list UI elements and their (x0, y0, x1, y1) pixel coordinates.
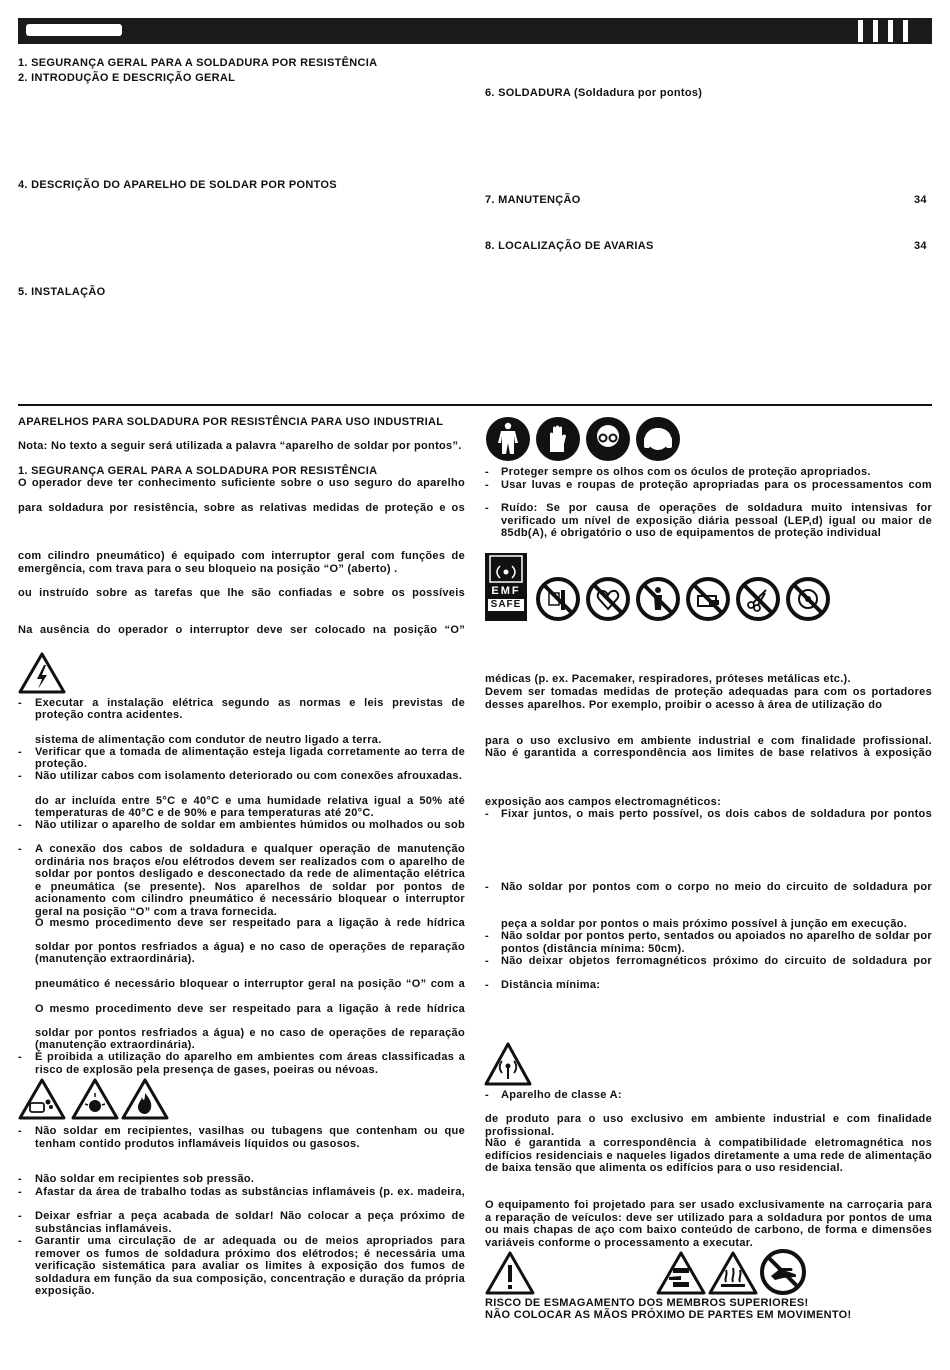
list-item: Fixar juntos, o mais perto possível, os dois cabos de soldadura por pontos (501, 808, 932, 820)
list-item: pneumático é necessário bloquear o interruptor geral na posição “O” com a (35, 978, 465, 990)
no-hands-icon (759, 1248, 807, 1296)
list-item: (manutenção extraordinária). (35, 953, 195, 965)
list-item: proteção contra acidentes. (35, 709, 183, 721)
paragraph: O operador deve ter conhecimento suficiente sobre o uso seguro do aparelho (18, 477, 465, 489)
list-item: Não soldar por pontos com o corpo no meio do circuito de soldadura por (501, 881, 932, 893)
list-item: do ar incluída entre 5°C e 40°C e uma humidade relativa igual a 50% até (35, 795, 465, 807)
header-label-pill (26, 24, 122, 36)
note-text: Nota: No texto a seguir será utilizada a palavra “aparelho de soldar por pontos”. (18, 440, 462, 452)
no-persons-icon (635, 576, 681, 622)
paragraph: Não é garantida a correspondência aos limites de base relativos à exposição (485, 747, 932, 759)
list-item: É proibida a utilização do aparelho em ambientes com áreas classificadas a risco de explosão pela presença de gases, poeiras ou névoas. (35, 1051, 465, 1076)
list-item: Executar a instalação elétrica segundo as normas e leis previstas de (35, 697, 465, 709)
section-heading: 1. SEGURANÇA GERAL PARA A SOLDADURA POR RESISTÊNCIA (18, 465, 378, 477)
crush-warning: RISCO DE ESMAGAMENTO DOS MEMBROS SUPERIORES! (485, 1297, 809, 1309)
list-item: Não deixar objetos ferromagnéticos próximo do circuito de soldadura por (501, 955, 932, 967)
toc-item[interactable]: 5. INSTALAÇÃO (18, 286, 106, 298)
toc-item[interactable]: 6. SOLDADURA (Soldadura por pontos) (485, 87, 703, 99)
list-item: O mesmo procedimento deve ser respeitado para a ligação à rede hídrica (35, 917, 465, 929)
toc-item-maintenance[interactable]: 7. MANUTENÇÃO (485, 194, 581, 206)
document-title: APARELHOS PARA SOLDADURA POR RESISTÊNCIA PARA USO INDUSTRIAL (18, 416, 444, 428)
no-watches-electronics-icon (685, 576, 731, 622)
list-item: Verificar que a tomada de alimentação esteja ligada corretamente ao terra de (35, 746, 465, 758)
list-item: Não soldar em recipientes, vasilhas ou tubagens que contenham ou que tenham contido produtos inflamáveis líquidos ou gasosos. (35, 1125, 465, 1150)
list-item: Não utilizar o aparelho de soldar em ambientes húmidos ou molhados ou sob (35, 819, 465, 831)
list-item: (manutenção extraordinária). (35, 1039, 195, 1051)
emf-label: EMF (491, 585, 521, 597)
no-pacemaker-icon (585, 576, 631, 622)
list-item: Não utilizar cabos com isolamento deteriorado ou com conexões afrouxadas. (35, 770, 463, 782)
list-item: soldar por pontos resfriados a água) e no caso de operações de reparação (35, 941, 465, 953)
header-bar (18, 18, 932, 44)
no-magnetic-media-icon (785, 576, 831, 622)
toc-page-number: 34 (914, 194, 927, 206)
list-item: Ruído: Se por causa de operações de soldadura muito intensivas for verificado um nível de exposição diária pessoal (LEP,d) igual ou maior de 85db(A), é obrigatório o uso de equipamentos de proteção individual (501, 502, 932, 539)
header-stripe (873, 20, 878, 42)
explosive-gas-hazard-icon (17, 1077, 67, 1121)
header-stripe (888, 20, 893, 42)
paragraph: de produto para o uso exclusivo em ambiente industrial e com finalidade profissional. (485, 1113, 932, 1138)
list-item: Não soldar por pontos perto, sentados ou apoiados no aparelho de soldar por pontos (distância mínima: 50cm). (501, 930, 932, 955)
paragraph: para soldadura por resistência, sobre as relativas medidas de proteção e os (18, 502, 465, 514)
ear-protection-icon (635, 416, 681, 462)
paragraph: Devem ser tomadas medidas de proteção adequadas para com os portadores desses aparelhos. Por exemplo, proibir o acesso à área de utilização do (485, 686, 932, 711)
list-item: soldar por pontos resfriados a água) e no caso de operações de reparação (35, 1027, 465, 1039)
toc-item[interactable]: 4. DESCRIÇÃO DO APARELHO DE SOLDAR POR PONTOS (18, 179, 337, 191)
paragraph: Não é garantida a correspondência à compatibilidade eletromagnética nos edifícios residenciais e naqueles ligados diretamente a uma rede de alimentação de baixa tensão que alimenta os edifícios para o uso residencial. (485, 1137, 932, 1174)
hot-surface-hazard-icon (707, 1250, 759, 1296)
section-divider (18, 404, 932, 406)
paragraph: com cilindro pneumático) é equipado com interruptor geral com funções de (18, 550, 465, 562)
electric-hazard-icon (17, 651, 67, 695)
header-stripe (858, 20, 863, 42)
list-item: Usar luvas e roupas de proteção apropriadas para os processamentos com (501, 479, 932, 491)
paragraph: ou instruído sobre as tarefas que lhe são confiadas e sobre os possíveis (18, 587, 465, 599)
list-item: peça a soldar por pontos o mais próximo possível à junção em execução. (501, 918, 908, 930)
paragraph: exposição aos campos electromagnéticos: (485, 796, 722, 808)
list-item: Distância mínima: (501, 979, 601, 991)
radiation-warning-icon (483, 1041, 533, 1087)
toc-item[interactable]: 1. SEGURANÇA GERAL PARA A SOLDADURA POR RESISTÊNCIA (18, 57, 378, 69)
protective-clothing-icon (485, 416, 531, 462)
list-item: A conexão dos cabos de soldadura e qualquer operação de manutenção ordinária nos braços e/ou elétrodos devem ser realizados com o aparelho de soldar por pontos desligado e desconectado da rede de alimentação elétrica e pneumática (se presente). Nos aparelhos de soldar por pontos de acionamento com cilindro pneumático é necessário bloquear o interruptor geral na posição “O” com a trava fornecida. (35, 843, 465, 918)
safe-label: SAFE (488, 599, 524, 611)
header-stripe (903, 20, 908, 42)
list-item: Não soldar em recipientes sob pressão. (35, 1173, 255, 1185)
paragraph: O equipamento foi projetado para ser usado exclusivamente na carroçaria para a reparação de veículos: deve ser utilizado para a soldadura por pontos de uma ou mais chapas de aço com baixo conteúdo de carbono, de forma e dimensões variáveis conforme o processamento a executar. (485, 1199, 932, 1249)
list-item: Deixar esfriar a peça acabada de soldar! Não colocar a peça próximo de substâncias inflamáveis. (35, 1210, 465, 1235)
crushing-hazard-icon (655, 1250, 707, 1296)
no-metal-implants-icon (535, 576, 581, 622)
no-metal-tools-icon (735, 576, 781, 622)
list-item: sistema de alimentação com condutor de neutro ligado a terra. (35, 734, 382, 746)
paragraph: para o uso exclusivo em ambiente industrial e com finalidade profissional. (485, 735, 932, 747)
emf-safe-icon (485, 553, 527, 621)
list-item: proteção. (35, 758, 88, 770)
paragraph: Na ausência do operador o interruptor deve ser colocado na posição “O” (18, 624, 465, 636)
toc-page-number: 34 (914, 240, 927, 252)
crush-warning: NÃO COLOCAR AS MÃOS PRÓXIMO DE PARTES EM MOVIMENTO! (485, 1309, 852, 1321)
flammable-hazard-icon (120, 1077, 170, 1121)
toc-item[interactable]: 2. INTRODUÇÃO E DESCRIÇÃO GERAL (18, 72, 236, 84)
list-item: Proteger sempre os olhos com os óculos de proteção apropriados. (501, 466, 871, 478)
paragraph: médicas (p. ex. Pacemaker, respiradores, próteses metálicas etc.). (485, 673, 851, 685)
list-item: Afastar da área de trabalho todas as substâncias inflamáveis (p. ex. madeira, (35, 1186, 465, 1198)
general-warning-icon (484, 1250, 536, 1296)
protective-gloves-icon (535, 416, 581, 462)
list-item: temperaturas de 40°C e de 90% e para temperaturas até 20°C. (35, 807, 374, 819)
safety-goggles-icon (585, 416, 631, 462)
paragraph: emergência, com trava para o seu bloqueio na posição “O” (aberto) . (18, 563, 398, 575)
list-item: Garantir uma circulação de ar adequada ou de meios apropriados para remover os fumos de soldadura próximo dos elétrodos; é necessária uma verificação sistemática para avaliar os limites à exposição dos fumos de soldadura em função da sua composição, concentração e duração da própria exposição. (35, 1235, 465, 1297)
toc-item-troubleshooting[interactable]: 8. LOCALIZAÇÃO DE AVARIAS (485, 240, 654, 252)
explosion-hazard-icon (70, 1077, 120, 1121)
list-item: Aparelho de classe A: (501, 1089, 622, 1101)
list-item: O mesmo procedimento deve ser respeitado para a ligação à rede hídrica (35, 1003, 465, 1015)
